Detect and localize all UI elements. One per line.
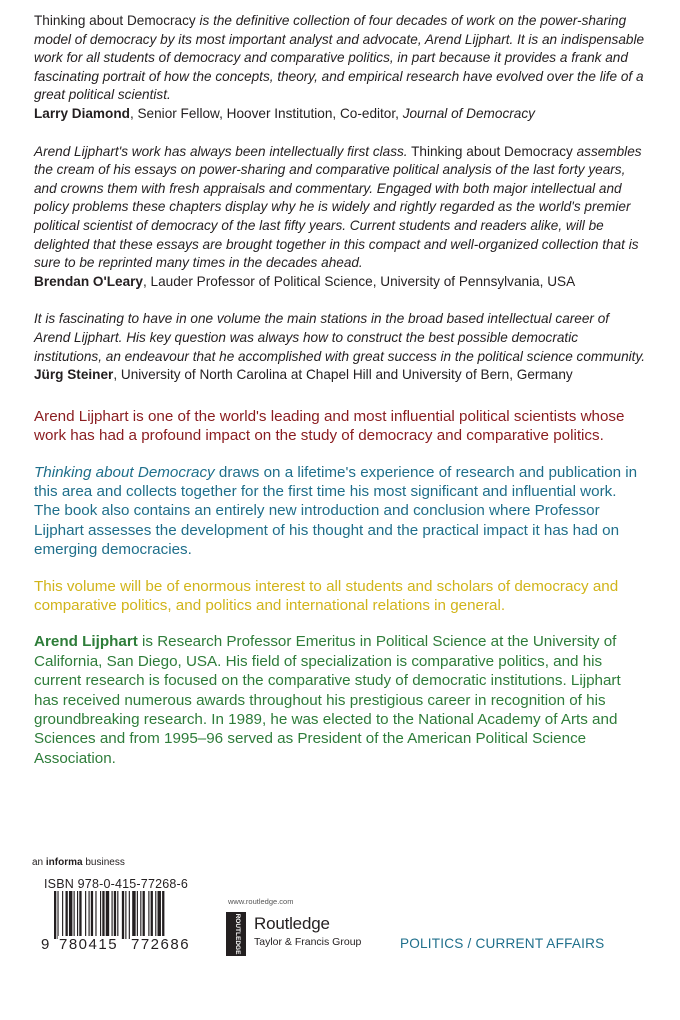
- quote-segment: Thinking about Democracy: [34, 13, 196, 28]
- quote-segment: Thinking about Democracy: [407, 143, 573, 159]
- barcode-digit-group-1: 780415: [59, 936, 119, 953]
- blurb-audience: This volume will be of enormous interest to all students and scholars of democracy and comparative politics, and politics and international relations in general.: [34, 577, 619, 614]
- barcode-bar: [114, 891, 116, 939]
- publisher-group: Taylor & Francis Group: [254, 936, 362, 948]
- barcode-bar: [62, 891, 63, 939]
- book-title: Thinking about Democracy: [34, 463, 215, 481]
- barcode-bar: [162, 891, 164, 939]
- quote-steiner: [34, 310, 646, 366]
- barcode-bar: [112, 891, 113, 939]
- blurb-intro: Arend Lijphart is one of the world's leading and most influential political scientists whose work has had a profound impact on the study of democracy and comparative politics.: [34, 407, 625, 445]
- barcode-bar: [151, 891, 153, 939]
- bio-author-name: Arend Lijphart: [34, 633, 138, 651]
- publisher-name: Routledge: [254, 914, 330, 933]
- quote-segment: Arend Lijphart's work has always been intellectually first class.: [34, 143, 408, 159]
- barcode-bar: [79, 891, 81, 939]
- journal-title: Journal of Democracy: [402, 105, 535, 121]
- barcode-bar: [74, 891, 75, 939]
- barcode-bar: [57, 891, 58, 939]
- barcode-bar: [155, 891, 156, 939]
- quote-segment: assembles the cream of his essays on power-sharing and comparative political analysis of the last forty years, and crowns them with fresh appraisals and commentary. Engaged with both major intellectual and policy problems these chapters display why he is widely and rightly regarded as the world's premier political scientist of democracy of the last fifty years. Current students and readers alike, will be delighted that these essays are brought together in this compact and well-organized collection that is sure to be reprinted many times in the decades ahead.: [34, 143, 642, 271]
- informa-brand: informa: [45, 857, 83, 868]
- logo-wordmark: ROUTLEDGE: [234, 913, 241, 955]
- quote-segment: is the definitive collection of four decades of work on the power-sharing model of democracy by its most important analyst and advocate, Arend Lijphart. It is an indispensable work for all students of democracy and comparative politics, in part because it provides a frank and fascinating portrait of how the concepts, theory, and empirical research have evolved over the life of a great political scientist.: [34, 13, 645, 103]
- barcode-bar: [148, 891, 149, 939]
- author-affiliation: , Senior Fellow, Hoover Institution, Co-editor,: [129, 105, 403, 121]
- author-name: Larry Diamond: [34, 105, 130, 121]
- barcode-bar: [100, 891, 101, 939]
- publisher-url: www.routledge.com: [228, 897, 294, 906]
- isbn-label: ISBN 978-0-415-77268-6: [44, 877, 189, 891]
- attribution-steiner: [34, 366, 646, 385]
- bio-text: is Research Professor Emeritus in Political Science at the University of California, San Diego, USA. His field of specialization is comparative politics, and his current research is focused on the comparative study of democratic institutions. Lijphart has received numerous awards throughout his prestigious career in recognition of his groundbreaking research. In 1989, he was elected to the National Academy of Arts and Sciences and from 1995–96 served as President of the American Political Science Association.: [34, 633, 621, 767]
- barcode-bar: [77, 891, 78, 939]
- barcode-bar: [125, 891, 126, 939]
- barcode-bar: [91, 891, 93, 939]
- barcode-bar: [54, 891, 56, 939]
- quote-segment: It is fascinating to have in one volume the main stations in the broad based intellectual career of Arend Lijphart. His key question was always how to construct the best possible democratic institutions, an endeavour that he accomplished with great success in the political science community.: [34, 311, 646, 364]
- attribution-oleary: [34, 273, 646, 292]
- author-name: Jürg Steiner: [34, 367, 114, 383]
- barcode-bar: [85, 891, 86, 939]
- author-name: Brendan O'Leary: [34, 273, 143, 289]
- author-affiliation: , University of North Carolina at Chapel Hill and University of Bern, Germany: [113, 367, 573, 383]
- barcode-digit-first: 9: [41, 936, 50, 953]
- subject-category: POLITICS / CURRENT AFFAIRS: [400, 936, 605, 951]
- barcode-bar: [117, 891, 118, 939]
- barcode-bar: [122, 891, 124, 939]
- barcode-bar: [158, 891, 161, 939]
- barcode-bar: [106, 891, 109, 939]
- barcode-bar: [89, 891, 90, 939]
- routledge-logo-icon: [226, 912, 246, 956]
- blurb-description: [34, 463, 646, 560]
- informa-prefix: an: [32, 857, 46, 868]
- barcode-bar: [137, 891, 138, 939]
- informa-suffix: business: [82, 857, 125, 868]
- barcode-bar: [143, 891, 145, 939]
- barcode-digit-group-2: 772686: [131, 936, 191, 953]
- barcode-bar: [102, 891, 104, 939]
- barcode-bars: [40, 891, 200, 941]
- quote-diamond: [34, 12, 646, 105]
- informa-business-line: [32, 857, 125, 868]
- barcode-bar: [132, 891, 135, 939]
- barcode-bar: [95, 891, 96, 939]
- author-affiliation: , Lauder Professor of Political Science, University of Pennsylvania, USA: [143, 273, 576, 289]
- quote-oleary: [34, 143, 646, 273]
- barcode-bar: [66, 891, 68, 939]
- back-cover-text: [34, 12, 646, 785]
- blurb-description-text: draws on a lifetime's experience of research and publication in this area and collects together for the first time his most significant and influential work. The book also contains an entirely new introduction and conclusion where Professor Lijphart assesses the development of his thought and the practical impact it has had on emerging democracies.: [34, 463, 638, 559]
- barcode-bar: [129, 891, 130, 939]
- attribution-diamond: [34, 105, 646, 124]
- author-bio: [34, 632, 646, 768]
- barcode-bar: [69, 891, 72, 939]
- barcode-bar: [140, 891, 141, 939]
